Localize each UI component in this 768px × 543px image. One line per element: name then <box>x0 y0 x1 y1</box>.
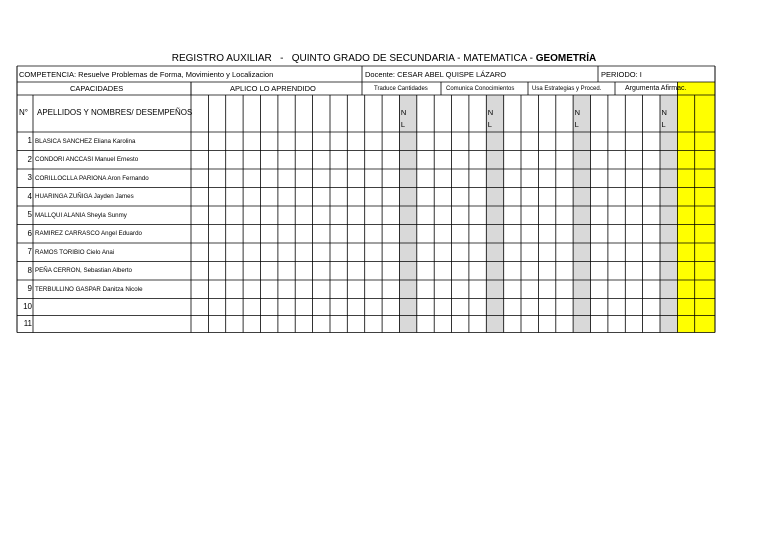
student-name: PEÑA CERRON, Sebastian Alberto <box>35 267 132 275</box>
student-name: MALLQUI ALANIA Sheyla Sunmy <box>35 211 127 219</box>
student-name: BLASICA SANCHEZ Eliana Karolina <box>35 137 136 145</box>
title-subject: GEOMETRÍA <box>535 53 597 64</box>
row-number: 10 <box>23 302 32 311</box>
student-name: RAMIREZ CARRASCO Angel Eduardo <box>35 230 142 238</box>
row-number: 11 <box>23 319 32 328</box>
nl-label: N <box>400 108 407 117</box>
nl-label: N <box>487 108 494 117</box>
names-column-header: APELLIDOS Y NOMBRES/ DESEMPEÑOS <box>37 108 193 117</box>
number-column-header: N° <box>19 108 28 117</box>
row-number: 7 <box>27 247 32 257</box>
competencia-label: COMPETENCIA: Resuelve Problemas de Forma, Movimiento y Localizacion <box>19 70 274 79</box>
nl-label: L <box>574 120 579 129</box>
row-number: 4 <box>27 191 32 201</box>
group-header-argumenta: Argumenta Afirmac. <box>625 85 687 92</box>
student-name: CONDORI ANCCASI Manuel Ernesto <box>35 156 139 164</box>
row-number: 6 <box>27 228 32 238</box>
student-name: CORILLOCLLA PARIONA Aron Fernando <box>35 174 149 182</box>
row-number: 5 <box>27 210 32 220</box>
nl-label: N <box>574 108 581 117</box>
nl-label: L <box>400 120 406 129</box>
student-name: TERBULLINO GASPAR Danitza Nicole <box>35 285 143 293</box>
student-name: RAMOS TORIBIO Cielo Anai <box>35 248 115 256</box>
row-number: 3 <box>27 173 32 183</box>
row-number: 9 <box>27 284 32 294</box>
docente-label: Docente: CESAR ABEL QUISPE LÁZARO <box>365 70 507 79</box>
nl-label: L <box>487 120 492 129</box>
student-name: HUARINGA ZUÑIGA Jayden James <box>35 193 134 201</box>
title-main: REGISTRO AUXILIAR - QUINTO GRADO DE SECUNDARIA - MATEMATICA - <box>171 53 536 64</box>
aplico-header: APLICO LO APRENDIDO <box>230 84 316 93</box>
nl-label: L <box>661 120 666 129</box>
row-number: 1 <box>27 136 32 146</box>
nl-label: N <box>661 108 667 117</box>
group-header-comunica: Comunica Conocimientos <box>446 86 515 92</box>
group-header-traduce: Traduce Cantidades <box>374 86 428 92</box>
capacidades-header: CAPACIDADES <box>70 84 124 93</box>
periodo-label: PERIODO: I <box>601 70 642 79</box>
group-header-usa: Usa Estrategias y Proced. <box>532 86 602 92</box>
row-number: 8 <box>27 265 32 275</box>
row-number: 2 <box>27 154 32 164</box>
